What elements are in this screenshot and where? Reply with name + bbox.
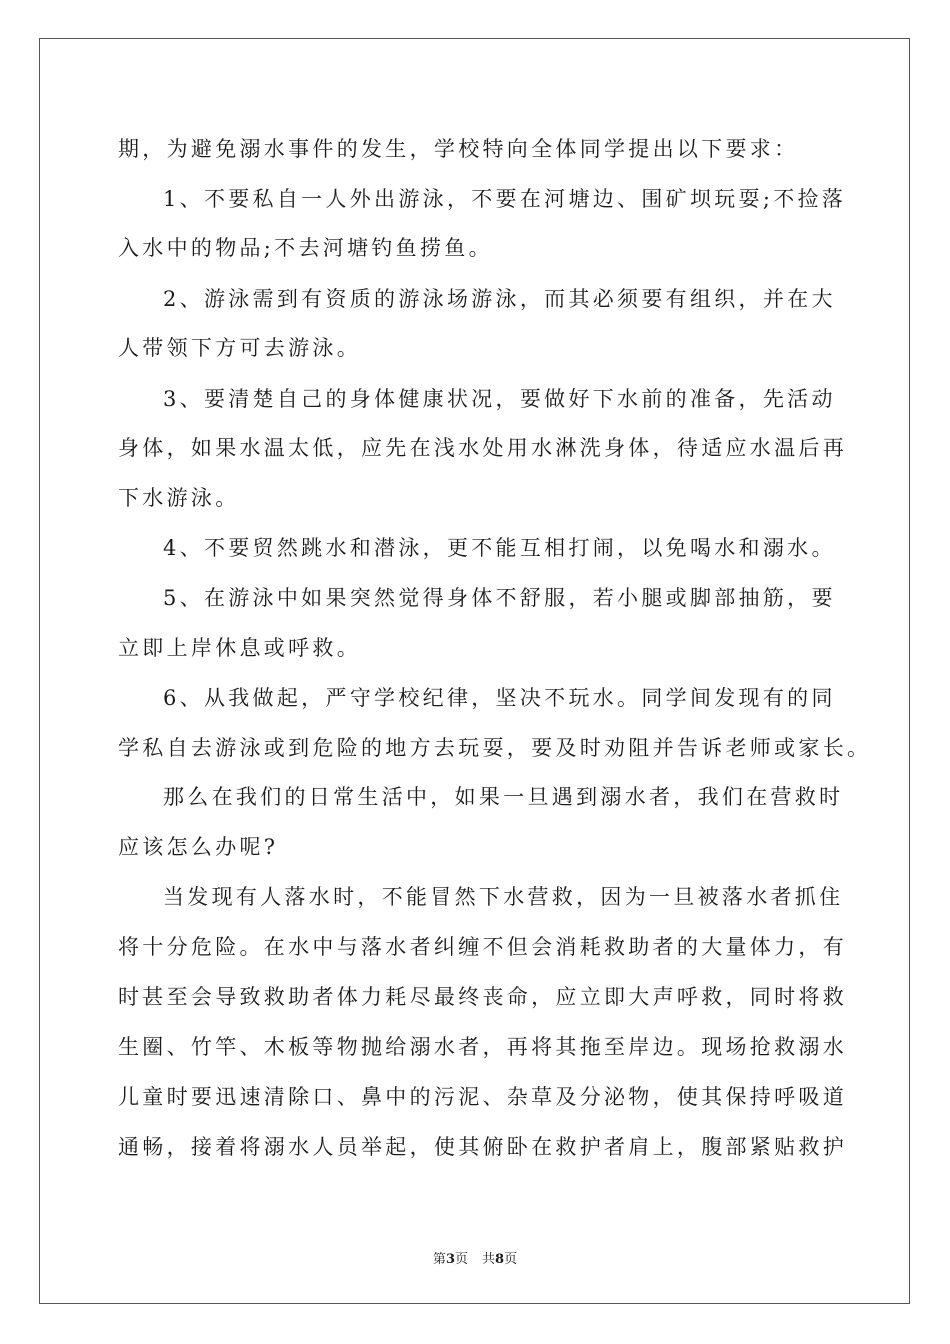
text-line: 儿童时要迅速清除口、鼻中的污泥、杂草及分泌物，使其保持呼吸道 xyxy=(118,1085,847,1109)
text-line: 时甚至会导致救助者体力耗尽最终丧命，应立即大声呼救，同时将救 xyxy=(118,985,847,1009)
text-line: 当发现有人落水时，不能冒然下水营救，因为一旦被落水者抓住 xyxy=(163,885,844,909)
text-line: 那么在我们的日常生活中，如果一旦遇到溺水者，我们在营救时 xyxy=(163,785,844,809)
page-footer xyxy=(0,1248,950,1267)
text-line: 6、从我做起，严守学校纪律，坚决不玩水。同学间发现有的同 xyxy=(163,686,836,710)
text-line: 2、游泳需到有资质的游泳场游泳，而其必须要有组织，并在大 xyxy=(163,287,836,311)
text-line: 人带领下方可去游泳。 xyxy=(118,336,361,360)
total-pages: 8 xyxy=(495,1252,505,1267)
text-line: 4、不要贸然跳水和潜泳，更不能互相打闹，以免喝水和溺水。 xyxy=(163,536,836,560)
text-line: 1、不要私自一人外出游泳，不要在河塘边、围矿坝玩耍;不捡落 xyxy=(163,187,847,211)
text-line: 入水中的物品;不去河塘钓鱼捞鱼。 xyxy=(118,236,493,260)
footer-prefix: 第 xyxy=(432,1252,446,1267)
footer-total-suffix: 页 xyxy=(504,1252,518,1267)
text-line: 将十分危险。在水中与落水者纠缠不但会消耗救助者的大量体力，有 xyxy=(118,935,847,959)
text-line: 下水游泳。 xyxy=(118,486,240,510)
text-line: 学私自去游泳或到危险的地方去玩耍，要及时劝阻并告诉老师或家长。 xyxy=(118,736,872,760)
text-line: 身体，如果水温太低，应先在浅水处用水淋洗身体，待适应水温后再 xyxy=(118,436,847,460)
text-line: 立即上岸休息或呼救。 xyxy=(118,636,361,660)
text-line: 3、要清楚自己的身体健康状况，要做好下水前的准备，先活动 xyxy=(163,387,836,411)
footer-total-prefix: 共 xyxy=(482,1252,496,1267)
text-line: 生圈、竹竿、木板等物抛给溺水者，再将其拖至岸边。现场抢救溺水 xyxy=(118,1035,847,1059)
text-line: 应该怎么办呢? xyxy=(118,835,279,859)
text-line: 通畅，接着将溺水人员举起，使其俯卧在救护者肩上，腹部紧贴救护 xyxy=(118,1135,847,1159)
text-line: 5、在游泳中如果突然觉得身体不舒服，若小腿或脚部抽筋，要 xyxy=(163,586,836,610)
footer-page-suffix: 页 xyxy=(454,1252,468,1267)
page-number: 3 xyxy=(445,1252,455,1267)
text-line: 期，为避免溺水事件的发生，学校特向全体同学提出以下要求： xyxy=(118,137,799,161)
